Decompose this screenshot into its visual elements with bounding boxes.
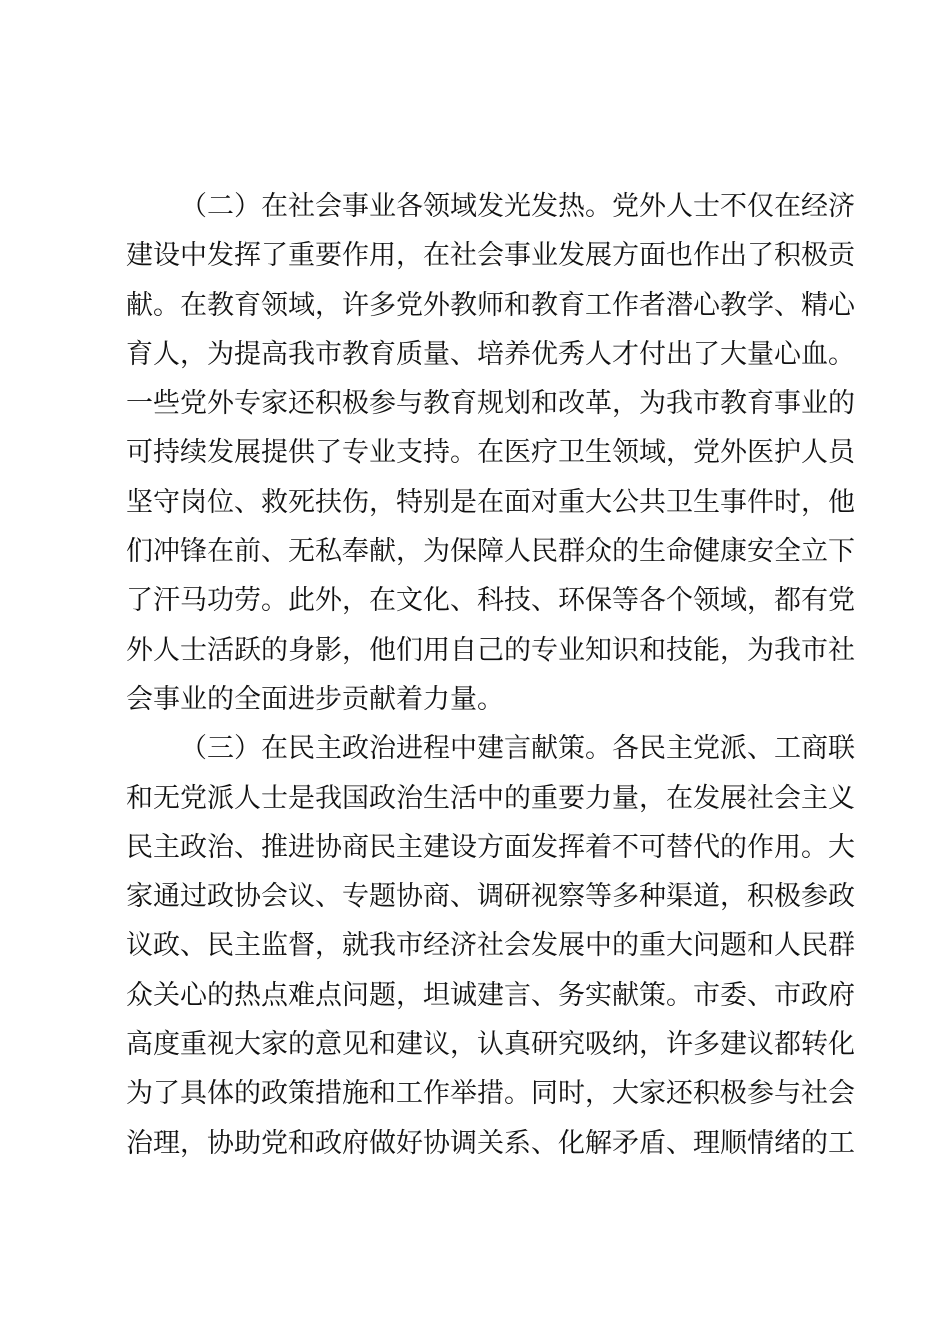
- paragraph-line: 为了具体的政策措施和工作举措。同时，大家还积极参与社会: [126, 1078, 855, 1110]
- paragraph-line: （二）在社会事业各领域发光发热。党外人士不仅在经济: [180, 191, 855, 222]
- paragraph-line: 献。在教育领域，许多党外教师和教育工作者潜心教学、精心: [126, 289, 855, 321]
- paragraph-line: （三）在民主政治进程中建言献策。各民主党派、工商联: [180, 733, 855, 765]
- paragraph-line: 们冲锋在前、无私奉献，为保障人民群众的生命健康安全立下: [126, 536, 855, 568]
- paragraph-3: [126, 724, 855, 1168]
- paragraph-line: 外人士活跃的身影，他们用自己的专业知识和技能，为我市社: [126, 634, 855, 666]
- paragraph-2: [126, 182, 855, 724]
- paragraph-line: 和无党派人士是我国政治生活中的重要力量，在发展社会主义: [126, 782, 855, 814]
- paragraph-line: 一些党外专家还积极参与教育规划和改革，为我市教育事业的: [126, 388, 855, 420]
- paragraph-line: 了汗马功劳。此外，在文化、科技、环保等各个领域，都有党: [126, 585, 855, 617]
- paragraph-line: 高度重视大家的意见和建议，认真研究吸纳，许多建议都转化: [126, 1029, 855, 1061]
- body-text: [126, 182, 855, 1168]
- paragraph-line: 可持续发展提供了专业支持。在医疗卫生领域，党外医护人员: [126, 437, 855, 469]
- paragraph-line: 众关心的热点难点问题，坦诚建言、务实献策。市委、市政府: [126, 979, 855, 1011]
- paragraph-line: 民主政治、推进协商民主建设方面发挥着不可替代的作用。大: [126, 831, 855, 863]
- paragraph-line: 坚守岗位、救死扶伤，特别是在面对重大公共卫生事件时，他: [126, 486, 855, 518]
- paragraph-line: 会事业的全面进步贡献着力量。: [126, 683, 504, 715]
- paragraph-line: 议政、民主监督，就我市经济社会发展中的重大问题和人民群: [126, 930, 855, 962]
- paragraph-line: 治理，协助党和政府做好协调关系、化解矛盾、理顺情绪的工: [126, 1127, 855, 1159]
- paragraph-line: 家通过政协会议、专题协商、调研视察等多种渠道，积极参政: [126, 881, 855, 913]
- paragraph-line: 建设中发挥了重要作用，在社会事业发展方面也作出了积极贡: [126, 240, 855, 272]
- paragraph-line: 育人，为提高我市教育质量、培养优秀人才付出了大量心血。: [126, 338, 855, 370]
